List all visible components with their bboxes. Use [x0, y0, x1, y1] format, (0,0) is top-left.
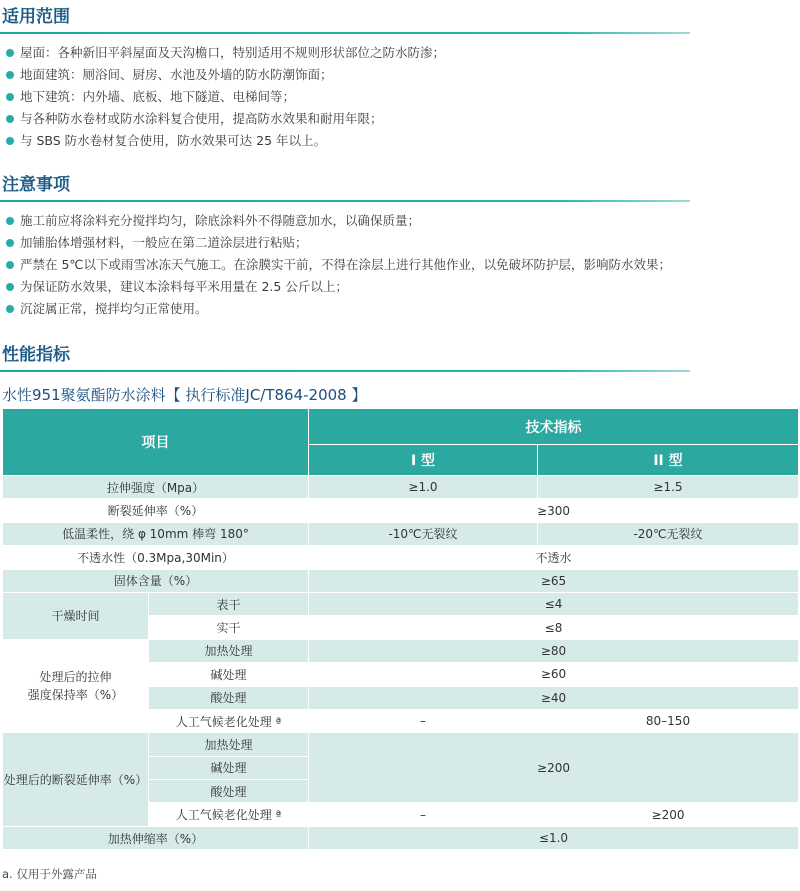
bullet-icon	[6, 93, 14, 101]
bullet-icon	[6, 217, 14, 225]
footnote: a. 仅用于外露产品	[2, 867, 97, 881]
table-row: 碱处理	[3, 756, 799, 779]
table-row: 处理后的断裂延伸率（%） 加热处理 ≥200	[3, 733, 799, 756]
bullet-icon	[6, 49, 14, 57]
table-row: 拉伸强度（Mpa） ≥1.0 ≥1.5	[3, 476, 799, 499]
table-row: 碱处理 ≥60	[3, 663, 799, 686]
section-scope	[0, 6, 800, 148]
list-item: 地面建筑：厕浴间、厨房、水池及外墙的防水防潮饰面；	[6, 64, 445, 86]
table-row: 不透水性（0.3Mpa,30Min） 不透水	[3, 546, 799, 569]
section-divider	[0, 32, 690, 34]
header-type2: II 型	[538, 445, 799, 476]
section-divider	[0, 200, 690, 202]
bullet-icon	[6, 261, 14, 269]
table-row: 断裂延伸率（%） ≥300	[3, 499, 799, 522]
section-title: 注意事项	[2, 175, 70, 195]
spec-table	[2, 408, 799, 850]
table-row: 低温柔性，绕 φ 10mm 棒弯 180° -10℃无裂纹 -20℃无裂纹	[3, 522, 799, 545]
table-row: 酸处理	[3, 780, 799, 803]
list-item: 屋面：各种新旧平斜屋面及天沟檐口，特别适用不规则形状部位之防水防渗；	[6, 42, 445, 64]
table-row: 处理后的拉伸 强度保持率（%） 加热处理 ≥80	[3, 639, 799, 662]
bullet-list	[6, 210, 671, 320]
table-row: 干燥时间 表干 ≤4	[3, 592, 799, 615]
section-title: 性能指标	[2, 345, 70, 365]
list-item: 与各种防水卷材或防水涂料复合使用，提高防水效果和耐用年限；	[6, 108, 445, 130]
list-item: 与 SBS 防水卷材复合使用，防水效果可达 25 年以上。	[6, 130, 445, 152]
list-item: 地下建筑：内外墙、底板、地下隧道、电梯间等；	[6, 86, 445, 108]
bullet-list	[6, 42, 445, 152]
bullet-icon	[6, 71, 14, 79]
table-row: 实干 ≤8	[3, 616, 799, 639]
bullet-icon	[6, 115, 14, 123]
table-header-row	[3, 409, 799, 445]
header-tech: 技术指标	[309, 409, 799, 445]
section-notes	[0, 174, 800, 316]
list-item: 加铺胎体增强材料，一般应在第二道涂层进行粘贴；	[6, 232, 671, 254]
table-row: 人工气候老化处理 ª – 80–150	[3, 709, 799, 732]
section-performance	[0, 344, 800, 366]
bullet-icon	[6, 137, 14, 145]
header-type1: I 型	[309, 445, 538, 476]
section-title: 适用范围	[2, 7, 70, 27]
table-row: 人工气候老化处理 ª – ≥200	[3, 803, 799, 826]
table-row: 加热伸缩率（%） ≤1.0	[3, 826, 799, 849]
bullet-icon	[6, 283, 14, 291]
list-item: 严禁在 5℃以下或雨雪冰冻天气施工。在涂膜实干前，不得在涂层上进行其他作业，以免破坏防护层，影响防水效果；	[6, 254, 671, 276]
table-row: 酸处理 ≥40	[3, 686, 799, 709]
bullet-icon	[6, 305, 14, 313]
bullet-icon	[6, 239, 14, 247]
list-item: 施工前应将涂料充分搅拌均匀，除底涂料外不得随意加水，以确保质量；	[6, 210, 671, 232]
table-row: 固体含量（%） ≥65	[3, 569, 799, 592]
list-item: 为保证防水效果，建议本涂料每平米用量在 2.5 公斤以上；	[6, 276, 671, 298]
list-item: 沉淀属正常，搅拌均匀正常使用。	[6, 298, 671, 320]
section-divider	[0, 370, 690, 372]
header-item: 项目	[3, 409, 309, 476]
table-title: 水性951聚氨酯防水涂料【 执行标准JC/T864-2008 】	[2, 386, 367, 404]
